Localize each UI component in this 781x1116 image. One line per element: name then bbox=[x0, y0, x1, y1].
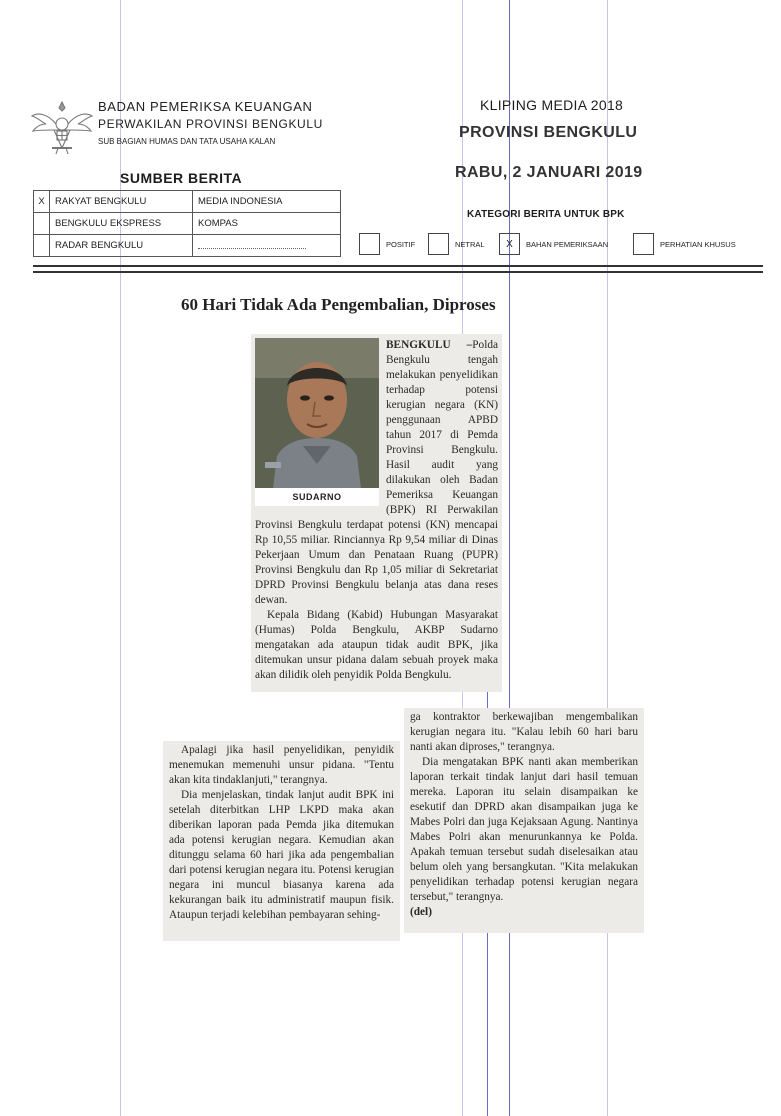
article-paragraph-text: Polda Bengkulu tengah melakukan penyelidikan terhadap potensi kerugian negara (KN) penggunaan APBD tahun 2017 di Pemda Provinsi Bengkulu. Hasil audit yang dilakukan oleh Badan Pemeriksa Keuangan (BPK) RI Perwakilan Provinsi Bengkulu terdapat potensi (KN) mencapai Rp 10,55 miliar. Rinciannya Rp 9,54 miliar di Dinas Pekerjaan Umum dan Penataan Ruang (PUPR) Provinsi Bengkulu dan Rp 1,05 miliar di Sekretariat DPRD Provinsi Bengkulu belanja atas dana reses dewan. bbox=[255, 339, 498, 606]
source-blank-entry bbox=[193, 235, 341, 257]
source-row bbox=[34, 235, 341, 257]
divider bbox=[33, 265, 763, 267]
article-paragraph bbox=[410, 905, 638, 920]
article-clip-top bbox=[251, 334, 502, 692]
photo-caption: SUDARNO bbox=[255, 488, 379, 506]
reporter-photo bbox=[255, 338, 379, 506]
source-table bbox=[33, 190, 341, 257]
category-label: NETRAL bbox=[455, 239, 485, 249]
article-paragraph: Kepala Bidang (Kabid) Hubungan Masyarakat (Humas) Polda Bengkulu, AKBP Sudarno mengatakan ada ataupun tidak audit BPK, jika ditemukan unsur pidana dalam sebuah proyek maka akan dilidik oleh penyidik Polda Bengkulu. bbox=[255, 609, 498, 681]
category-checkbox[interactable] bbox=[428, 233, 449, 255]
source-row bbox=[34, 191, 341, 213]
article-headline: 60 Hari Tidak Ada Pengembalian, Diproses bbox=[181, 295, 496, 314]
source-name: MEDIA INDONESIA bbox=[193, 191, 341, 213]
category-positif bbox=[359, 233, 415, 255]
source-name: RAKYAT BENGKULU bbox=[50, 191, 193, 213]
institution-division: SUB BAGIAN HUMAS DAN TATA USAHA KALAN bbox=[98, 137, 276, 146]
source-checkbox[interactable] bbox=[34, 235, 50, 257]
divider bbox=[33, 271, 763, 273]
source-name: RADAR BENGKULU bbox=[50, 235, 193, 257]
article-clip-left bbox=[163, 741, 400, 941]
institution-office: PERWAKILAN PROVINSI BENGKULU bbox=[98, 117, 323, 131]
dotted-line bbox=[198, 240, 306, 249]
source-row bbox=[34, 213, 341, 235]
source-name: BENGKULU EKSPRESS bbox=[50, 213, 193, 235]
category-label: BAHAN PEMERIKSAAN bbox=[526, 239, 609, 249]
source-name: KOMPAS bbox=[193, 213, 341, 235]
scan-streak bbox=[120, 0, 121, 1116]
category-perhatian-khusus bbox=[633, 233, 736, 255]
source-checkbox[interactable] bbox=[34, 213, 50, 235]
article-paragraph: ga kontraktor berkewajiban mengembalikan kerugian negara itu. "Kalau lebih 60 hari baru nanti akan diproses," terangnya. bbox=[410, 711, 638, 753]
category-checkbox[interactable] bbox=[633, 233, 654, 255]
category-checkbox[interactable] bbox=[359, 233, 380, 255]
article-dateline: BENGKULU – bbox=[386, 339, 473, 351]
source-checkbox[interactable]: X bbox=[34, 191, 50, 213]
category-label: PERHATIAN KHUSUS bbox=[660, 239, 736, 249]
category-checkbox[interactable]: X bbox=[499, 233, 520, 255]
article-paragraph: Dia menjelaskan, tindak lanjut audit BPK ini setelah diterbitkan LHP LKPD maka akan diberikan laporan pada Pemda jika ditemukan ada potensi kerugian negara. Kemudian akan ditunggu selama 60 hari jika ada pengembalian dari potensi kerugian negara itu. Potensi kerugian negara ini muncul biasanya karena ada kekurangan baik itu administratif maupun fisik. Ataupun terjadi kelebihan pembayaran sehing- bbox=[169, 789, 394, 921]
category-label: POSITIF bbox=[386, 239, 416, 249]
province-title: PROVINSI BENGKULU bbox=[459, 124, 638, 141]
category-title: KATEGORI BERITA UNTUK BPK bbox=[467, 209, 625, 220]
source-section-title: SUMBER BERITA bbox=[120, 170, 243, 186]
kliping-title: KLIPING MEDIA 2018 bbox=[480, 97, 624, 113]
portrait-image bbox=[255, 338, 379, 488]
article-clip-right bbox=[404, 708, 644, 933]
institution-name: BADAN PEMERIKSA KEUANGAN bbox=[98, 99, 313, 114]
article-paragraph: Apalagi jika hasil penyelidikan, penyidik menemukan memenuhi unsur pidana. "Tentu akan kita tindaklanjuti," terangnya. bbox=[169, 744, 394, 786]
category-netral bbox=[428, 233, 485, 255]
article-byline: (del) bbox=[410, 906, 432, 918]
article-paragraph: Dia mengatakan BPK nanti akan memberikan laporan terkait tindak lanjut dari hasil temuan mereka. Laporan itu selain disampaikan ke esekutif dan DPRD akan disampaikan juga ke Mabes Polri dan juga Kejaksaan Agung. Nantinya Mabes Polri akan menurunkannya ke Polda. Apakah temuan tersebut sudah diselesaikan atau belum oleh yang bersangkutan. "Kita melakukan penyelidikan terhadap potensi kerugian negara tersebut," terangnya. bbox=[410, 756, 638, 903]
clipping-date: RABU, 2 JANUARI 2019 bbox=[455, 164, 643, 181]
garuda-emblem-logo bbox=[30, 94, 94, 158]
category-bahan-pemeriksaan bbox=[499, 233, 608, 255]
